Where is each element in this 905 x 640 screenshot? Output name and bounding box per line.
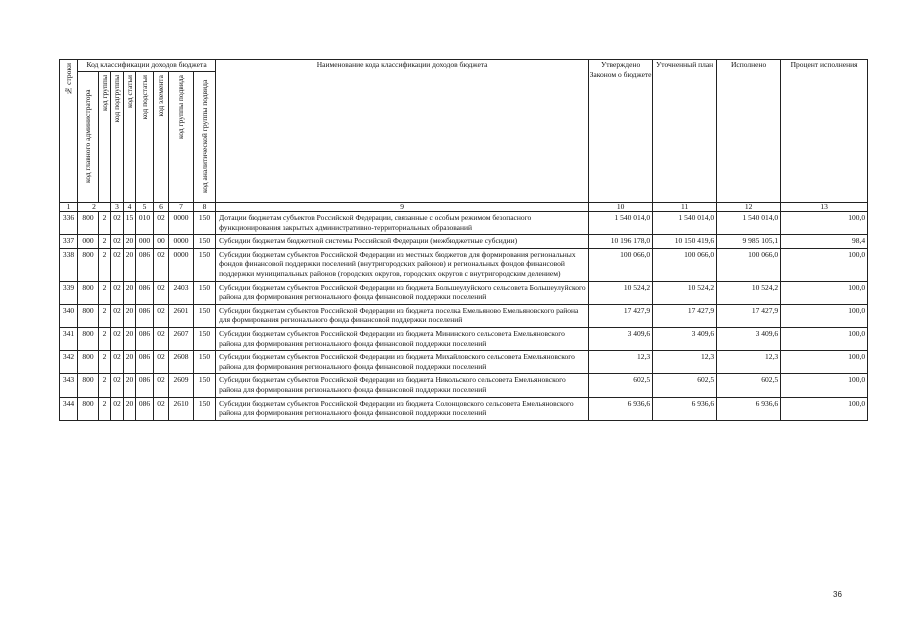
group-code: 2 — [99, 397, 111, 420]
table-row — [60, 235, 868, 249]
col-num: 4 — [124, 203, 136, 212]
executed-value: 602,5 — [717, 374, 781, 397]
table-row — [60, 351, 868, 374]
refined-value: 3 409,6 — [653, 327, 717, 350]
row-number-header-label: № строки — [63, 63, 73, 96]
percent-value: 100,0 — [781, 327, 868, 350]
analytic-code: 150 — [194, 304, 216, 327]
subgroup-code-header: код подгруппы — [111, 72, 124, 203]
analytic-code: 150 — [194, 397, 216, 420]
col-num: 1 — [60, 203, 78, 212]
analytic-code: 150 — [194, 351, 216, 374]
subtype-code: 0000 — [169, 248, 194, 281]
income-name: Субсидии бюджетам субъектов Российской Федерации из бюджета Мининского сельсовета Емельяновского района для формирования регионального фонда финансовой поддержки поселений — [216, 327, 589, 350]
table-row — [60, 327, 868, 350]
executed-value: 3 409,6 — [717, 327, 781, 350]
table-row — [60, 374, 868, 397]
admin-code: 800 — [78, 351, 99, 374]
group-code: 2 — [99, 248, 111, 281]
subarticle-code: 086 — [136, 304, 154, 327]
row-number-header — [60, 60, 78, 203]
subarticle-code: 086 — [136, 351, 154, 374]
income-name: Дотации бюджетам субъектов Российской Федерации, связанные с особым режимом безопасного функционирования закрытых административно-территориальных образований — [216, 212, 589, 235]
percent-value: 100,0 — [781, 351, 868, 374]
refined-value: 10 150 419,6 — [653, 235, 717, 249]
analytic-code: 150 — [194, 327, 216, 350]
col-num: 13 — [781, 203, 868, 212]
executed-value: 1 540 014,0 — [717, 212, 781, 235]
executed-value: 100 066,0 — [717, 248, 781, 281]
group-code: 2 — [99, 304, 111, 327]
element-code: 02 — [154, 304, 169, 327]
approved-column-header: Утверждено Законом о бюджете — [589, 60, 653, 203]
row-number: 342 — [60, 351, 78, 374]
col-num: 2 — [78, 203, 111, 212]
subtype-code: 0000 — [169, 235, 194, 249]
row-number: 340 — [60, 304, 78, 327]
col-num: 9 — [216, 203, 589, 212]
article-code: 20 — [124, 281, 136, 304]
group-code-header: код группы — [99, 72, 111, 203]
element-code: 02 — [154, 327, 169, 350]
approved-value: 12,3 — [589, 351, 653, 374]
col-num: 12 — [717, 203, 781, 212]
approved-value: 10 196 178,0 — [589, 235, 653, 249]
subtype-code: 2610 — [169, 397, 194, 420]
table-row — [60, 212, 868, 235]
admin-code: 000 — [78, 235, 99, 249]
income-name: Субсидии бюджетам бюджетной системы Российской Федерации (межбюджетные субсидии) — [216, 235, 589, 249]
admin-code: 800 — [78, 248, 99, 281]
executed-value: 17 427,9 — [717, 304, 781, 327]
col-num: 11 — [653, 203, 717, 212]
analytic-code: 150 — [194, 281, 216, 304]
analytic-code: 150 — [194, 374, 216, 397]
row-number: 338 — [60, 248, 78, 281]
admin-code: 800 — [78, 281, 99, 304]
percent-column-header: Процент исполнения — [781, 60, 868, 203]
percent-value: 100,0 — [781, 281, 868, 304]
executed-value: 9 985 105,1 — [717, 235, 781, 249]
element-code: 02 — [154, 248, 169, 281]
article-code-header: код статьи — [124, 72, 136, 203]
subtype-code: 2607 — [169, 327, 194, 350]
subgroup-code: 02 — [111, 248, 124, 281]
table-row — [60, 304, 868, 327]
percent-value: 98,4 — [781, 235, 868, 249]
col-num: 10 — [589, 203, 653, 212]
element-code: 02 — [154, 351, 169, 374]
income-name: Субсидии бюджетам субъектов Российской Федерации из бюджета Михайловского сельсовета Емельяновского района для формирования регионального фонда финансовой поддержки поселений — [216, 351, 589, 374]
col-num: 8 — [194, 203, 216, 212]
admin-code: 800 — [78, 212, 99, 235]
col-num: 3 — [111, 203, 124, 212]
element-code: 02 — [154, 281, 169, 304]
income-name: Субсидии бюджетам субъектов Российской Федерации из бюджета Большеулуйского сельсовета Большеулуйского района для формирования регионального фонда финансовой поддержки поселений — [216, 281, 589, 304]
subarticle-code: 010 — [136, 212, 154, 235]
name-column-header: Наименование кода классификации доходов бюджета — [216, 60, 589, 203]
group-code: 2 — [99, 327, 111, 350]
percent-value: 100,0 — [781, 304, 868, 327]
executed-column-header: Исполнено — [717, 60, 781, 203]
row-number: 337 — [60, 235, 78, 249]
refined-plan-column-header: Уточненный план — [653, 60, 717, 203]
row-number: 343 — [60, 374, 78, 397]
approved-value: 6 936,6 — [589, 397, 653, 420]
element-code: 02 — [154, 374, 169, 397]
executed-value: 10 524,2 — [717, 281, 781, 304]
subarticle-code-header: код подстатьи — [136, 72, 154, 203]
refined-value: 17 427,9 — [653, 304, 717, 327]
refined-value: 6 936,6 — [653, 397, 717, 420]
page-number: 36 — [833, 590, 842, 599]
article-code: 20 — [124, 397, 136, 420]
row-number: 339 — [60, 281, 78, 304]
row-number: 336 — [60, 212, 78, 235]
percent-value: 100,0 — [781, 212, 868, 235]
approved-value: 17 427,9 — [589, 304, 653, 327]
executed-value: 12,3 — [717, 351, 781, 374]
subgroup-code: 02 — [111, 351, 124, 374]
table-row — [60, 397, 868, 420]
admin-code: 800 — [78, 374, 99, 397]
subtype-group-code-header: код группы подвида — [169, 72, 194, 203]
subgroup-code: 02 — [111, 281, 124, 304]
subtype-code: 0000 — [169, 212, 194, 235]
header-row-top — [60, 60, 868, 72]
group-code: 2 — [99, 374, 111, 397]
analytic-group-code-header: код аналитической группы подвида — [194, 72, 216, 203]
column-number-row — [60, 203, 868, 212]
subtype-code: 2403 — [169, 281, 194, 304]
approved-value: 602,5 — [589, 374, 653, 397]
element-code: 00 — [154, 235, 169, 249]
admin-code-header: код главного администратора — [78, 72, 99, 203]
income-name: Субсидии бюджетам субъектов Российской Федерации из бюджета Никольского сельсовета Емельяновского района для формирования регионального фонда финансовой поддержки поселений — [216, 374, 589, 397]
table-row — [60, 248, 868, 281]
article-code: 20 — [124, 304, 136, 327]
subarticle-code: 086 — [136, 397, 154, 420]
element-code-header: код элемента — [154, 72, 169, 203]
percent-value: 100,0 — [781, 248, 868, 281]
refined-value: 602,5 — [653, 374, 717, 397]
col-num: 5 — [136, 203, 154, 212]
analytic-code: 150 — [194, 235, 216, 249]
income-name: Субсидии бюджетам субъектов Российской Федерации из местных бюджетов для формирования региональных фондов финансовой поддержки поселений (внутригородских районов) и региональных фондов финансовой поддержки муниципальных районов (городских округов, городских округов с внутригородским делением) — [216, 248, 589, 281]
percent-value: 100,0 — [781, 397, 868, 420]
element-code: 02 — [154, 397, 169, 420]
article-code: 20 — [124, 235, 136, 249]
admin-code: 800 — [78, 304, 99, 327]
subgroup-code: 02 — [111, 327, 124, 350]
group-code: 2 — [99, 212, 111, 235]
subgroup-code: 02 — [111, 374, 124, 397]
subarticle-code: 086 — [136, 374, 154, 397]
budget-table — [59, 59, 868, 421]
subgroup-code: 02 — [111, 397, 124, 420]
article-code: 15 — [124, 212, 136, 235]
approved-value: 3 409,6 — [589, 327, 653, 350]
executed-value: 6 936,6 — [717, 397, 781, 420]
analytic-code: 150 — [194, 212, 216, 235]
analytic-code: 150 — [194, 248, 216, 281]
article-code: 20 — [124, 248, 136, 281]
classification-code-header: Код классификации доходов бюджета — [78, 60, 216, 72]
subarticle-code: 086 — [136, 281, 154, 304]
subgroup-code: 02 — [111, 235, 124, 249]
subarticle-code: 000 — [136, 235, 154, 249]
group-code: 2 — [99, 351, 111, 374]
refined-value: 12,3 — [653, 351, 717, 374]
subtype-code: 2609 — [169, 374, 194, 397]
group-code: 2 — [99, 281, 111, 304]
subarticle-code: 086 — [136, 327, 154, 350]
approved-value: 1 540 014,0 — [589, 212, 653, 235]
element-code: 02 — [154, 212, 169, 235]
article-code: 20 — [124, 327, 136, 350]
refined-value: 100 066,0 — [653, 248, 717, 281]
approved-value: 10 524,2 — [589, 281, 653, 304]
income-name: Субсидии бюджетам субъектов Российской Федерации из бюджета поселка Емельяново Емельяновского района для формирования регионального фонда финансовой поддержки поселений — [216, 304, 589, 327]
refined-value: 10 524,2 — [653, 281, 717, 304]
group-code: 2 — [99, 235, 111, 249]
table-row — [60, 281, 868, 304]
subtype-code: 2608 — [169, 351, 194, 374]
admin-code: 800 — [78, 397, 99, 420]
admin-code: 800 — [78, 327, 99, 350]
refined-value: 1 540 014,0 — [653, 212, 717, 235]
income-name: Субсидии бюджетам субъектов Российской Федерации из бюджета Солонцовского сельсовета Емельяновского района для формирования регионального фонда финансовой поддержки поселений — [216, 397, 589, 420]
article-code: 20 — [124, 374, 136, 397]
approved-value: 100 066,0 — [589, 248, 653, 281]
article-code: 20 — [124, 351, 136, 374]
subgroup-code: 02 — [111, 212, 124, 235]
subarticle-code: 086 — [136, 248, 154, 281]
col-num: 6 — [154, 203, 169, 212]
row-number: 341 — [60, 327, 78, 350]
subgroup-code: 02 — [111, 304, 124, 327]
row-number: 344 — [60, 397, 78, 420]
col-num: 7 — [169, 203, 194, 212]
percent-value: 100,0 — [781, 374, 868, 397]
subtype-code: 2601 — [169, 304, 194, 327]
